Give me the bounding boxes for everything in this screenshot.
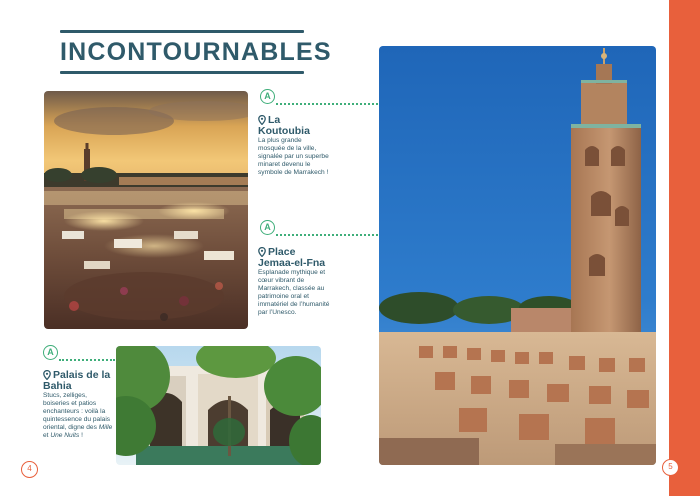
map-pin-icon <box>43 370 51 380</box>
description-text: Stucs, zelliges, boiseries et patios enchanteurs : voilà la quintessence du palais oriental, digne des <box>43 392 111 431</box>
page-number-left: 4 <box>21 461 38 478</box>
leader-line-bahia <box>59 359 115 361</box>
photo-jemaa-el-fna <box>44 91 248 329</box>
description-text: ! <box>81 431 83 439</box>
page-edge-stripe <box>669 0 700 496</box>
map-pin-icon <box>258 115 266 125</box>
entry-description-koutoubia: La plus grande mosquée de la ville, signalée par un superbe minaret devenu le symbole de Marrakech ! <box>258 137 329 176</box>
description-italic: Une Nuits <box>50 431 80 439</box>
entry-name-bahia: Palais de la Bahia <box>43 369 111 392</box>
description-italic: Mille <box>98 423 113 431</box>
title-rule-bottom <box>60 71 304 74</box>
entry-badge-koutoubia: A <box>260 89 275 104</box>
page-number-right: 5 <box>662 459 679 476</box>
description-text: et <box>43 431 49 439</box>
title-rule-top <box>60 30 304 33</box>
entry-bahia <box>43 370 115 439</box>
entry-koutoubia <box>258 115 330 177</box>
section-title-block <box>60 30 332 74</box>
entry-description-bahia <box>43 392 115 439</box>
entry-badge-jemaa-el-fna: A <box>260 220 275 235</box>
entry-title-jemaa-el-fna <box>258 247 330 268</box>
map-pin-icon <box>258 247 266 257</box>
entry-name-koutoubia: La Koutoubia <box>258 114 310 137</box>
leader-line-jemaa-el-fna <box>276 234 378 236</box>
leader-line-koutoubia <box>276 103 378 105</box>
entry-description-jemaa-el-fna: Esplanade mythique et cœur vibrant de Marrakech, classée au patrimoine oral et immatériel de l’humanité par l’Unesco. <box>258 269 330 316</box>
entry-name-jemaa-el-fna: Place Jemaa-el-Fna <box>258 246 326 269</box>
photo-koutoubia <box>379 46 656 465</box>
entry-title-koutoubia <box>258 115 330 136</box>
entry-title-bahia <box>43 370 115 391</box>
page-title: INCONTOURNABLES <box>60 38 332 66</box>
entry-jemaa-el-fna <box>258 247 330 316</box>
entry-badge-bahia: A <box>43 345 58 360</box>
photo-palais-de-la-bahia <box>116 346 321 465</box>
